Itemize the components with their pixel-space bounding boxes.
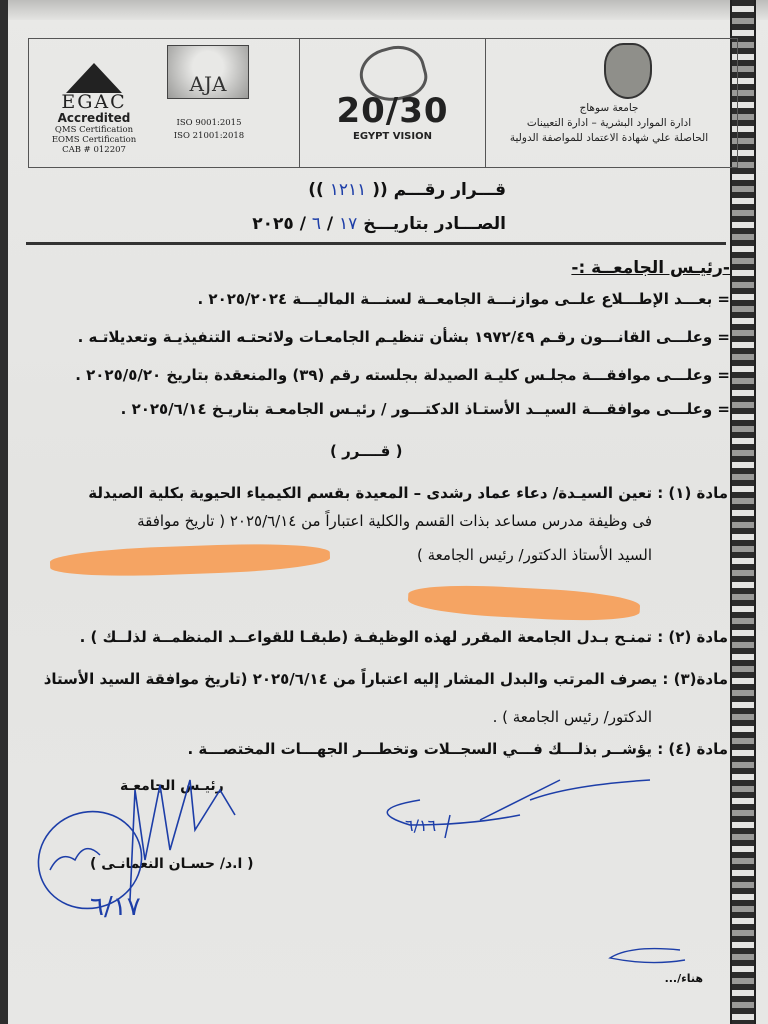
certification-logos [29, 39, 299, 167]
article-3-cont: الدكتور/ رئيس الجامعة ) . [492, 708, 652, 726]
letterhead [28, 38, 738, 168]
egac-accredited: Accredited [57, 111, 131, 125]
decided-heading: ( قــــرر ) [330, 442, 403, 460]
signatory-name: ( ا.د/ حسـان النعمانـى ) [90, 856, 254, 872]
university-seal-icon [604, 43, 652, 99]
cab-number: CAB # 012207 [62, 145, 126, 155]
redaction-mark [407, 582, 640, 624]
article-2: مادة (٢) : تمنـح بـدل الجامعة المقرر لهذه الوظيفـة (طبقـا للقواعــد المنظمــة لذلــك ) . [79, 628, 728, 646]
iso-21001: ISO 21001:2018 [173, 131, 245, 141]
typist-initials: هناء/... [664, 972, 703, 985]
eoms-cert: EOMS Certification [51, 135, 137, 145]
date-label: الصـــادر بتاريـــخ [363, 214, 506, 234]
university-header [485, 39, 737, 167]
iso-standards [159, 117, 259, 143]
egac-mountain-icon [66, 63, 122, 93]
aja-name: AJA [189, 72, 227, 96]
preamble-line: = وعلـــى موافقـــة السيــد الأستـاذ الدكتـــور / رئيـس الجامعـة بتاريـخ ٢٠٢٥/٦/١٤ . [120, 400, 730, 418]
article-4: مادة (٤) : يؤشــر بذلـــك فـــي السجــلات وتخطـــر الجهـــات المختصـــة . [187, 740, 728, 758]
egac-logo [39, 45, 149, 155]
date-day: ١٧ [339, 214, 358, 234]
date-month: ٦ [311, 214, 321, 234]
university-name: جامعة سوهاج [579, 102, 639, 114]
article-1: مادة (١) : تعين السيـدة/ دعاء عماد رشدى – المعيدة بقسم الكيمياء الحيوية بكلية الصيدلة [88, 484, 728, 502]
preamble-line: = وعلـــى القانـــون رقـم ١٩٧٢/٤٩ بشأن تنظيـم الجامعـات ولائحتـه التنفيذيـة وتعديلاتـه . [77, 328, 730, 346]
redaction-mark [50, 541, 331, 579]
vision-number: 20/30 [336, 91, 449, 131]
initials-signature [600, 940, 690, 970]
accreditation-note: الحاصلة علي شهادة الاعتماد للمواصفة الدولية [509, 132, 709, 144]
article-1-cont: فى وظيفة مدرس مساعد بذات القسم والكلية اعتباراً من ٢٠٢٥/٦/١٤ ( تاريخ موافقة [137, 512, 652, 530]
iso-9001: ISO 9001:2015 [176, 118, 242, 128]
article-1-cont: السيد الأستاذ الدكتور/ رئيس الجامعة ) [417, 546, 652, 564]
addressee: -رئيـس الجامعــة :- [571, 258, 730, 278]
decision-number [308, 180, 506, 200]
handwritten-date-2: ٦/١٦ [405, 816, 437, 835]
article-3: مادة(٣) : يصرف المرتب والبدل المشار إليه اعتباراً من ٢٠٢٥/٦/١٤ (تاريخ موافقة السيد الأستاذ [43, 670, 728, 688]
decision-number-label: قـــرار رقـــم (( [372, 180, 506, 200]
signatory-title: رئيـس الجامعـة [120, 778, 224, 794]
decision-number-close: )) [308, 180, 324, 200]
department-name: ادارة الموارد البشرية – ادارة التعيينات [526, 117, 692, 129]
qms-cert: QMS Certification [54, 125, 134, 135]
vision-subtitle: EGYPT VISION [353, 131, 432, 142]
page-top-shadow [0, 0, 768, 20]
date-year: ٢٠٢٥ [252, 214, 294, 234]
egac-name: EGAC [61, 91, 127, 113]
preamble-line: = بعـــد الإطـــلاع علــى موازنـــة الجامعــة لسنـــة الماليـــة ٢٠٢٥/٢٠٢٤ . [197, 290, 730, 308]
divider [26, 242, 726, 245]
handwritten-date: ٦/١٧ [90, 892, 141, 922]
decision-number-value: ١٢١١ [329, 180, 367, 200]
aja-logo [167, 45, 249, 99]
preamble-line: = وعلـــى موافقـــة مجلـس كليـة الصيدلة بجلسته رقم (٣٩) والمنعقدة بتاريخ ٢٠٢٥/٥/٢٠ . [75, 366, 730, 384]
page-left-edge [0, 0, 8, 1024]
egypt-vision-logo [299, 39, 485, 167]
decision-date: الصـــادر بتاريـــخ ١٧ / ٦ / ٢٠٢٥ [252, 214, 506, 234]
